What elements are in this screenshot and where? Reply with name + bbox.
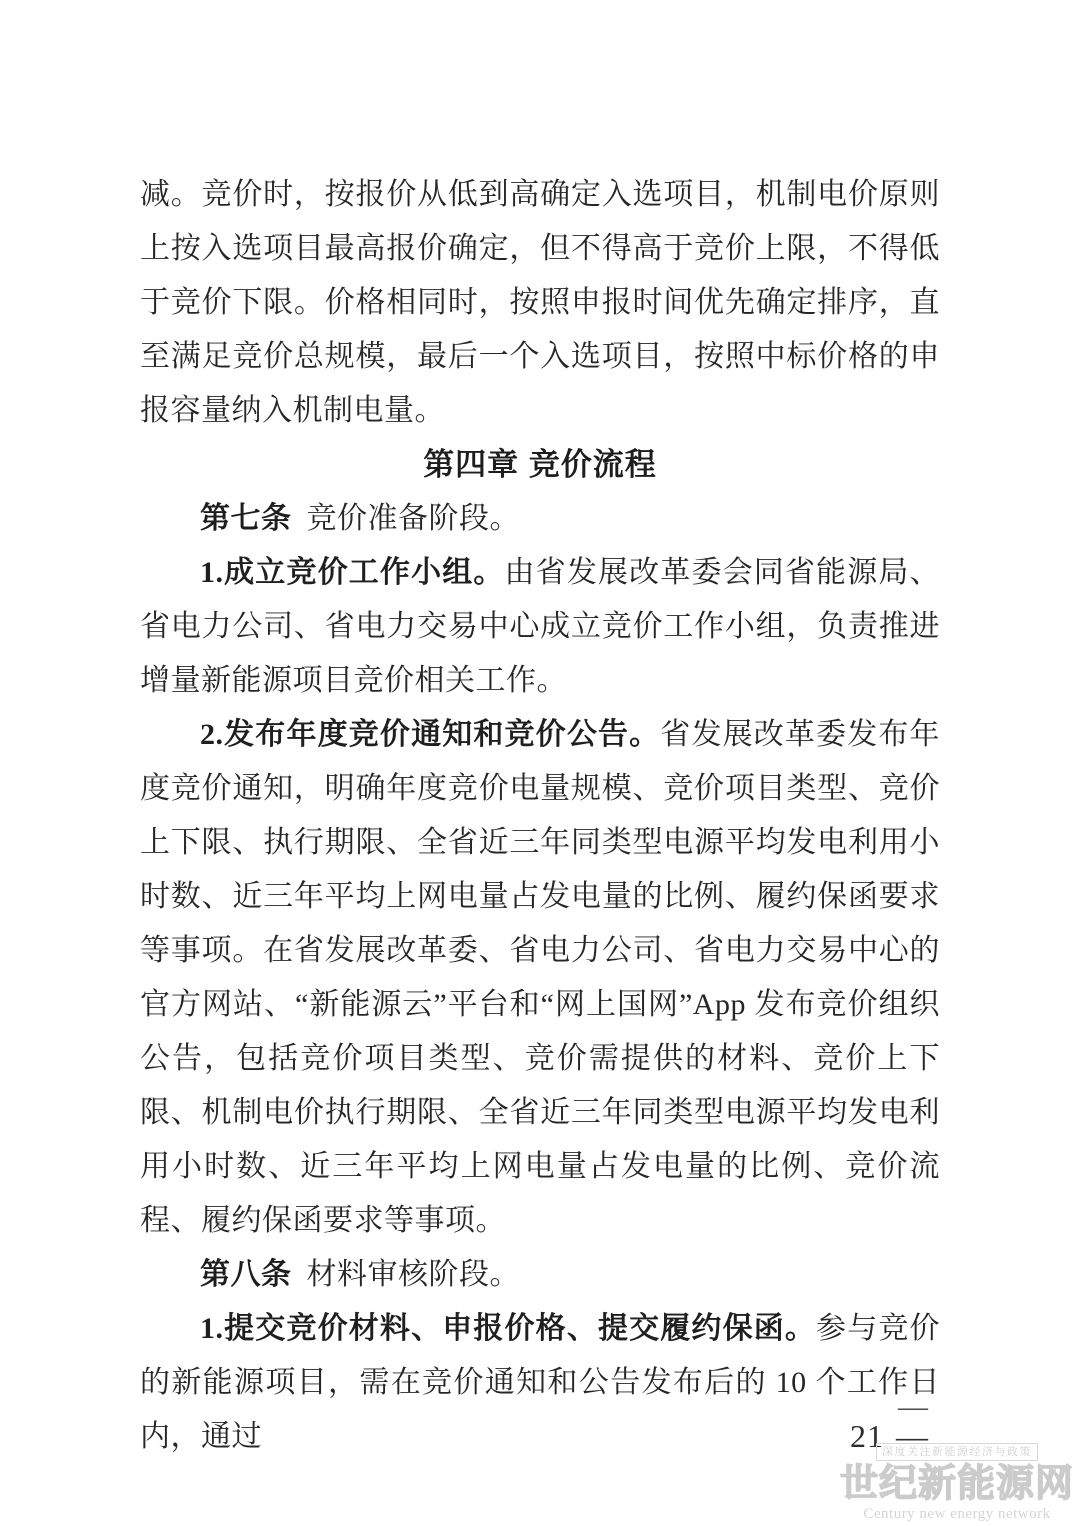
footer-dash-top: —: [898, 1390, 928, 1423]
page-number: 21: [850, 1418, 884, 1454]
item-7-1-paragraph: [140, 546, 940, 708]
item-7-2-paragraph: [140, 708, 940, 1248]
item-7-2-lead: 2.发布年度竞价通知和竞价公告。: [200, 718, 661, 751]
article-7-title: 竞价准备阶段。: [306, 502, 520, 535]
item-7-1-text: 由省发展改革委会同省能源局、省电力公司、省电力交易中心成立竞价工作小组，负责推进增量新能源项目竞价相关工作。: [140, 556, 941, 697]
item-7-1-lead: 1.成立竞价工作小组。: [200, 556, 505, 589]
item-8-1-paragraph: [140, 1302, 940, 1464]
article-8-title: 材料审核阶段。: [306, 1258, 520, 1291]
article-8-paragraph: [140, 1248, 940, 1302]
item-7-2-text: 省发展改革委发布年度竞价通知，明确年度竞价电量规模、竞价项目类型、竞价上下限、执行期限、全省近三年同类型电源平均发电利用小时数、近三年平均上网电量占发电量的比例、履约保函要求等事项。在省发展改革委、省电力公司、省电力交易中心的官方网站、“新能源云”平台和“网上国网”App 发布竞价组织公告，包括竞价项目类型、竞价需提供的材料、竞价上下限、机制电价执行期限、全省近三年同类型电源平均发电利用小时数、近三年平均上网电量占发电量的比例、竞价流程、履约保函要求等事项。: [140, 718, 941, 1237]
paragraph-continuation: 减。竞价时，按报价从低到高确定入选项目，机制电价原则上按入选项目最高报价确定，但不得高于竞价上限，不得低于竞价下限。价格相同时，按照申报时间优先确定排序，直至满足竞价总规模，最后一个入选项目，按照中标价格的申报容量纳入机制电量。: [140, 178, 940, 427]
document-content: [140, 168, 940, 1464]
footer-dash-bottom: —: [896, 1418, 928, 1454]
article-8-label: 第八条: [200, 1258, 292, 1291]
watermark-brand: 世纪新能源网: [839, 1463, 1074, 1505]
chapter-heading: 第四章 竞价流程: [423, 447, 657, 482]
article-7-label: 第七条: [200, 502, 292, 535]
item-8-1-text: 参与竞价的新能源项目，需在竞价通知和公告发布后的 10 个工作日内，通过: [140, 1312, 941, 1453]
watermark: [836, 1442, 1078, 1523]
item-8-1-lead: 1.提交竞价材料、申报价格、提交履约保函。: [200, 1312, 817, 1345]
watermark-slogan: 深度关注新能源经济与政策: [876, 1443, 1038, 1461]
article-7-paragraph: [140, 492, 940, 546]
watermark-brand-en: Century new energy network: [863, 1506, 1051, 1522]
